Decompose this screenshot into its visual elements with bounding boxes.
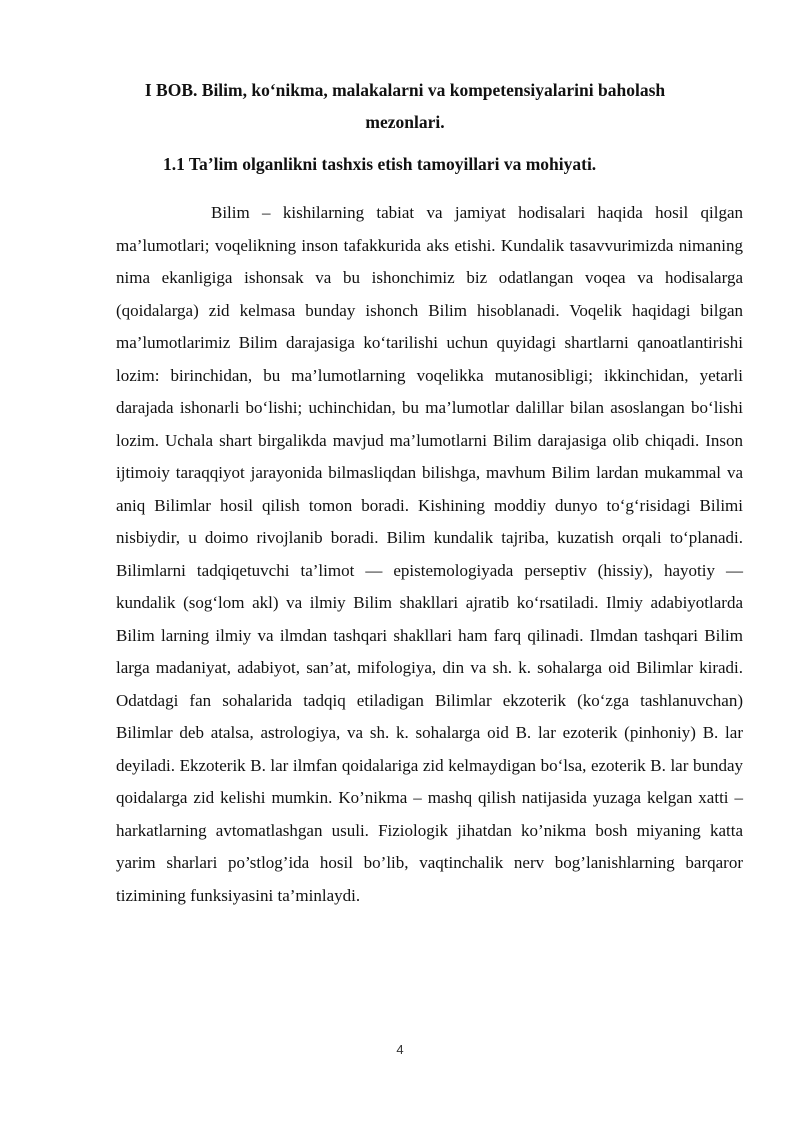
chapter-title: I BOB. Bilim, ko‘nikma, malakalarni va kompetensiyalarini baholash mezonlari.: [144, 80, 666, 132]
body-paragraph: Bilim – kishilarning tabiat va jamiyat hodisalari haqida hosil qilgan ma’lumotlari; voqelikning inson tafakkurida aks etishi. Kundalik tasavvurimizda nimaning nima ekanligiga ishonsak va bu ishonchimiz biz odatlangan voqea va hodisalarga (qoidalarga) zid kelmasa bunday ishonch Bilim hisoblanadi. Voqelik haqidagi bilgan ma’lumotlarimiz Bilim darajasiga ko‘tarilishi uchun quyidagi shartlarni qanoatlantirishi lozim: birinchidan, bu ma’lumotlarning voqelikka mutanosibligi; ikkinchidan, yetarli darajada ishonarli bo‘lishi; uchinchidan, bu ma’lumotlar dalillar bilan asoslangan bo‘lishi lozim. Uchala shart birgalikda mavjud ma’lumotlarni Bilim darajasiga olib chiqadi. Inson ijtimoiy taraqqiyot jarayonida bilmasliqdan bilishga, mavhum Bilim lardan mukammal va aniq Bilimlar hosil qilish tomon boradi. Kishining moddiy dunyo to‘g‘risidagi Bilimi nisbiydir, u doimo rivojlanib boradi. Bilim kundalik tajriba, kuzatish orqali to‘planadi. Bilimlarni tadqiqetuvchi ta’limot — epistemologiyada perseptiv (hissiy), hayotiy — kundalik (sog‘lom akl) va ilmiy Bilim shakllari ajratib ko‘rsatiladi. Ilmiy adabiyotlarda Bilim larning ilmiy va ilmdan tashqari shakllari ham farq qilinadi. Ilmdan tashqari Bilim larga madaniyat, adabiyot, san’at, mifologiya, din va sh. k. sohalarga oid Bilimlar kiradi. Odatdagi fan sohalarida tadqiq etiladigan Bilimlar ekzoterik (ko‘zga tashlanuvchan) Bilimlar deb atalsa, astrologiya, va sh. k. sohalarga oid B. lar ezoterik (pinhoniy) B. lar deyiladi. Ekzoterik B. lar ilmfan qoidalariga zid kelmaydigan bo‘lsa, ezoterik B. lar bunday qoidalarga zid kelishi mumkin. Ko’nikma – mashq qilish natijasida yuzaga kelgan xatti – harkatlarning avtomatlashgan usuli. Fiziologik jihatdan ko’nikma bosh miyaning katta yarim sharlari po’stlog’ida hosil bo’lib, vaqtinchalik nerv bog’lanishlarning barqaror tizimining funksiyasini ta’minlaydi.: [116, 203, 743, 905]
section-title: 1.1 Ta’lim olganlikni tashxis etish tamoyillari va mohiyati.: [163, 154, 597, 174]
page-number: 4: [396, 1042, 404, 1057]
